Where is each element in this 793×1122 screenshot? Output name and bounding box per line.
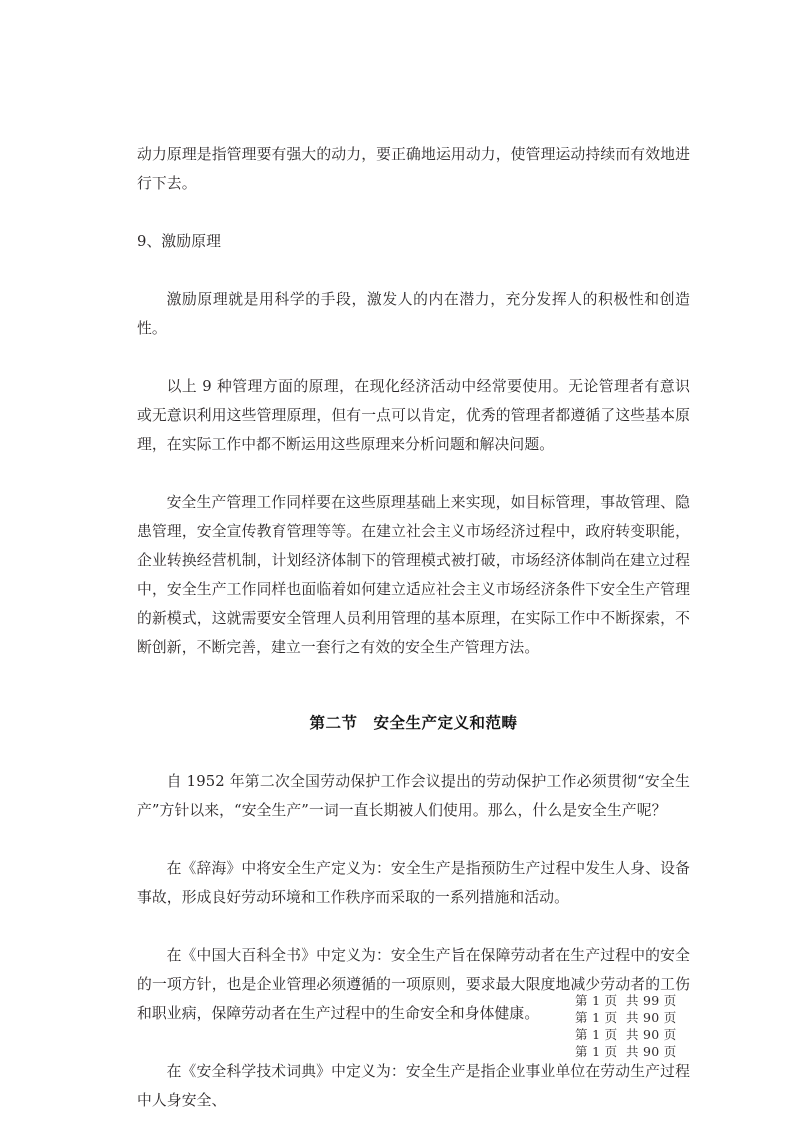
paragraph-safety-science-dictionary-definition: 在《安全科学技术词典》中定义为：安全生产是指企业事业单位在劳动生产过程中人身安全、 [137, 1063, 690, 1109]
paragraph-safety-production-management: 安全生产管理工作同样要在这些原理基础上来实现，如目标管理，事故管理、隐患管理，安全宣传教育管理等等。在建立社会主义市场经济过程中，政府转变职能，企业转换经营机制，计划经济体制下的管理模式被打破，市场经济体制尚在建立过程中，安全生产工作同样也面临着如何建立适应社会主义市场经济条件下安全生产管理的新模式，这就需要安全管理人员利用管理的基本原理，在实际工作中不断探索，不断创新，不断完善，建立一套行之有效的安全生产管理方法。 [137, 494, 690, 656]
paragraph-spacer [137, 825, 690, 854]
footer-page-indicator: 第 1 页 共 90 页 [575, 1010, 677, 1025]
list-item-9-jili-yuanli: 9、激励原理 [137, 233, 221, 250]
paragraph-spacer [137, 198, 690, 227]
heading-spacer-bottom [137, 738, 690, 767]
paragraph-dongli-yuanli: 动力原理是指管理要有强大的动力，要正确地运用动力，使管理运动持续而有效地进行下去。 [137, 146, 690, 192]
footer-page-indicator: 第 1 页 共 90 页 [575, 1044, 677, 1059]
paragraph-spacer [137, 256, 690, 285]
paragraph-nine-principles-summary: 以上 9 种管理方面的原理，在现化经济活动中经常要使用。无论管理者有意识或无意识利用这些管理原理，但有一点可以肯定，优秀的管理者都遵循了这些基本原理，在实际工作中都不断运用这些原理来分析问题和解决问题。 [137, 378, 690, 453]
paragraph-spacer [137, 343, 690, 372]
section-heading-chapter-two: 第二节 安全生产定义和范畴 [309, 714, 518, 732]
footer-page-indicator: 第 1 页 共 90 页 [575, 1027, 677, 1042]
heading-spacer-top [137, 662, 690, 709]
page-footer [575, 992, 715, 1060]
paragraph-spacer [137, 459, 690, 488]
footer-page-indicator: 第 1 页 共 99 页 [575, 993, 677, 1008]
paragraph-jili-yuanli-definition: 激励原理就是用科学的手段，激发人的内在潜力，充分发挥人的积极性和创造性。 [137, 291, 690, 337]
paragraph-1952-conference: 自 1952 年第二次全国劳动保护工作会议提出的劳动保护工作必须贯彻“安全生产”方针以来，“安全生产”一词一直长期被人们使用。那么，什么是安全生产呢？ [137, 773, 690, 819]
document-body [137, 140, 690, 1115]
paragraph-cihai-definition: 在《辞海》中将安全生产定义为：安全生产是指预防生产过程中发生人身、设备事故，形成良好劳动环境和工作秩序而采取的一系列措施和活动。 [137, 860, 690, 906]
paragraph-spacer [137, 912, 690, 941]
paragraph-encyclopedia-definition: 在《中国大百科全书》中定义为：安全生产旨在保障劳动者在生产过程中的安全的一项方针，也是企业管理必须遵循的一项原则，要求最大限度地减少劳动者的工伤和职业病，保障劳动者在生产过程中的生命安全和身体健康。 [137, 947, 690, 1022]
